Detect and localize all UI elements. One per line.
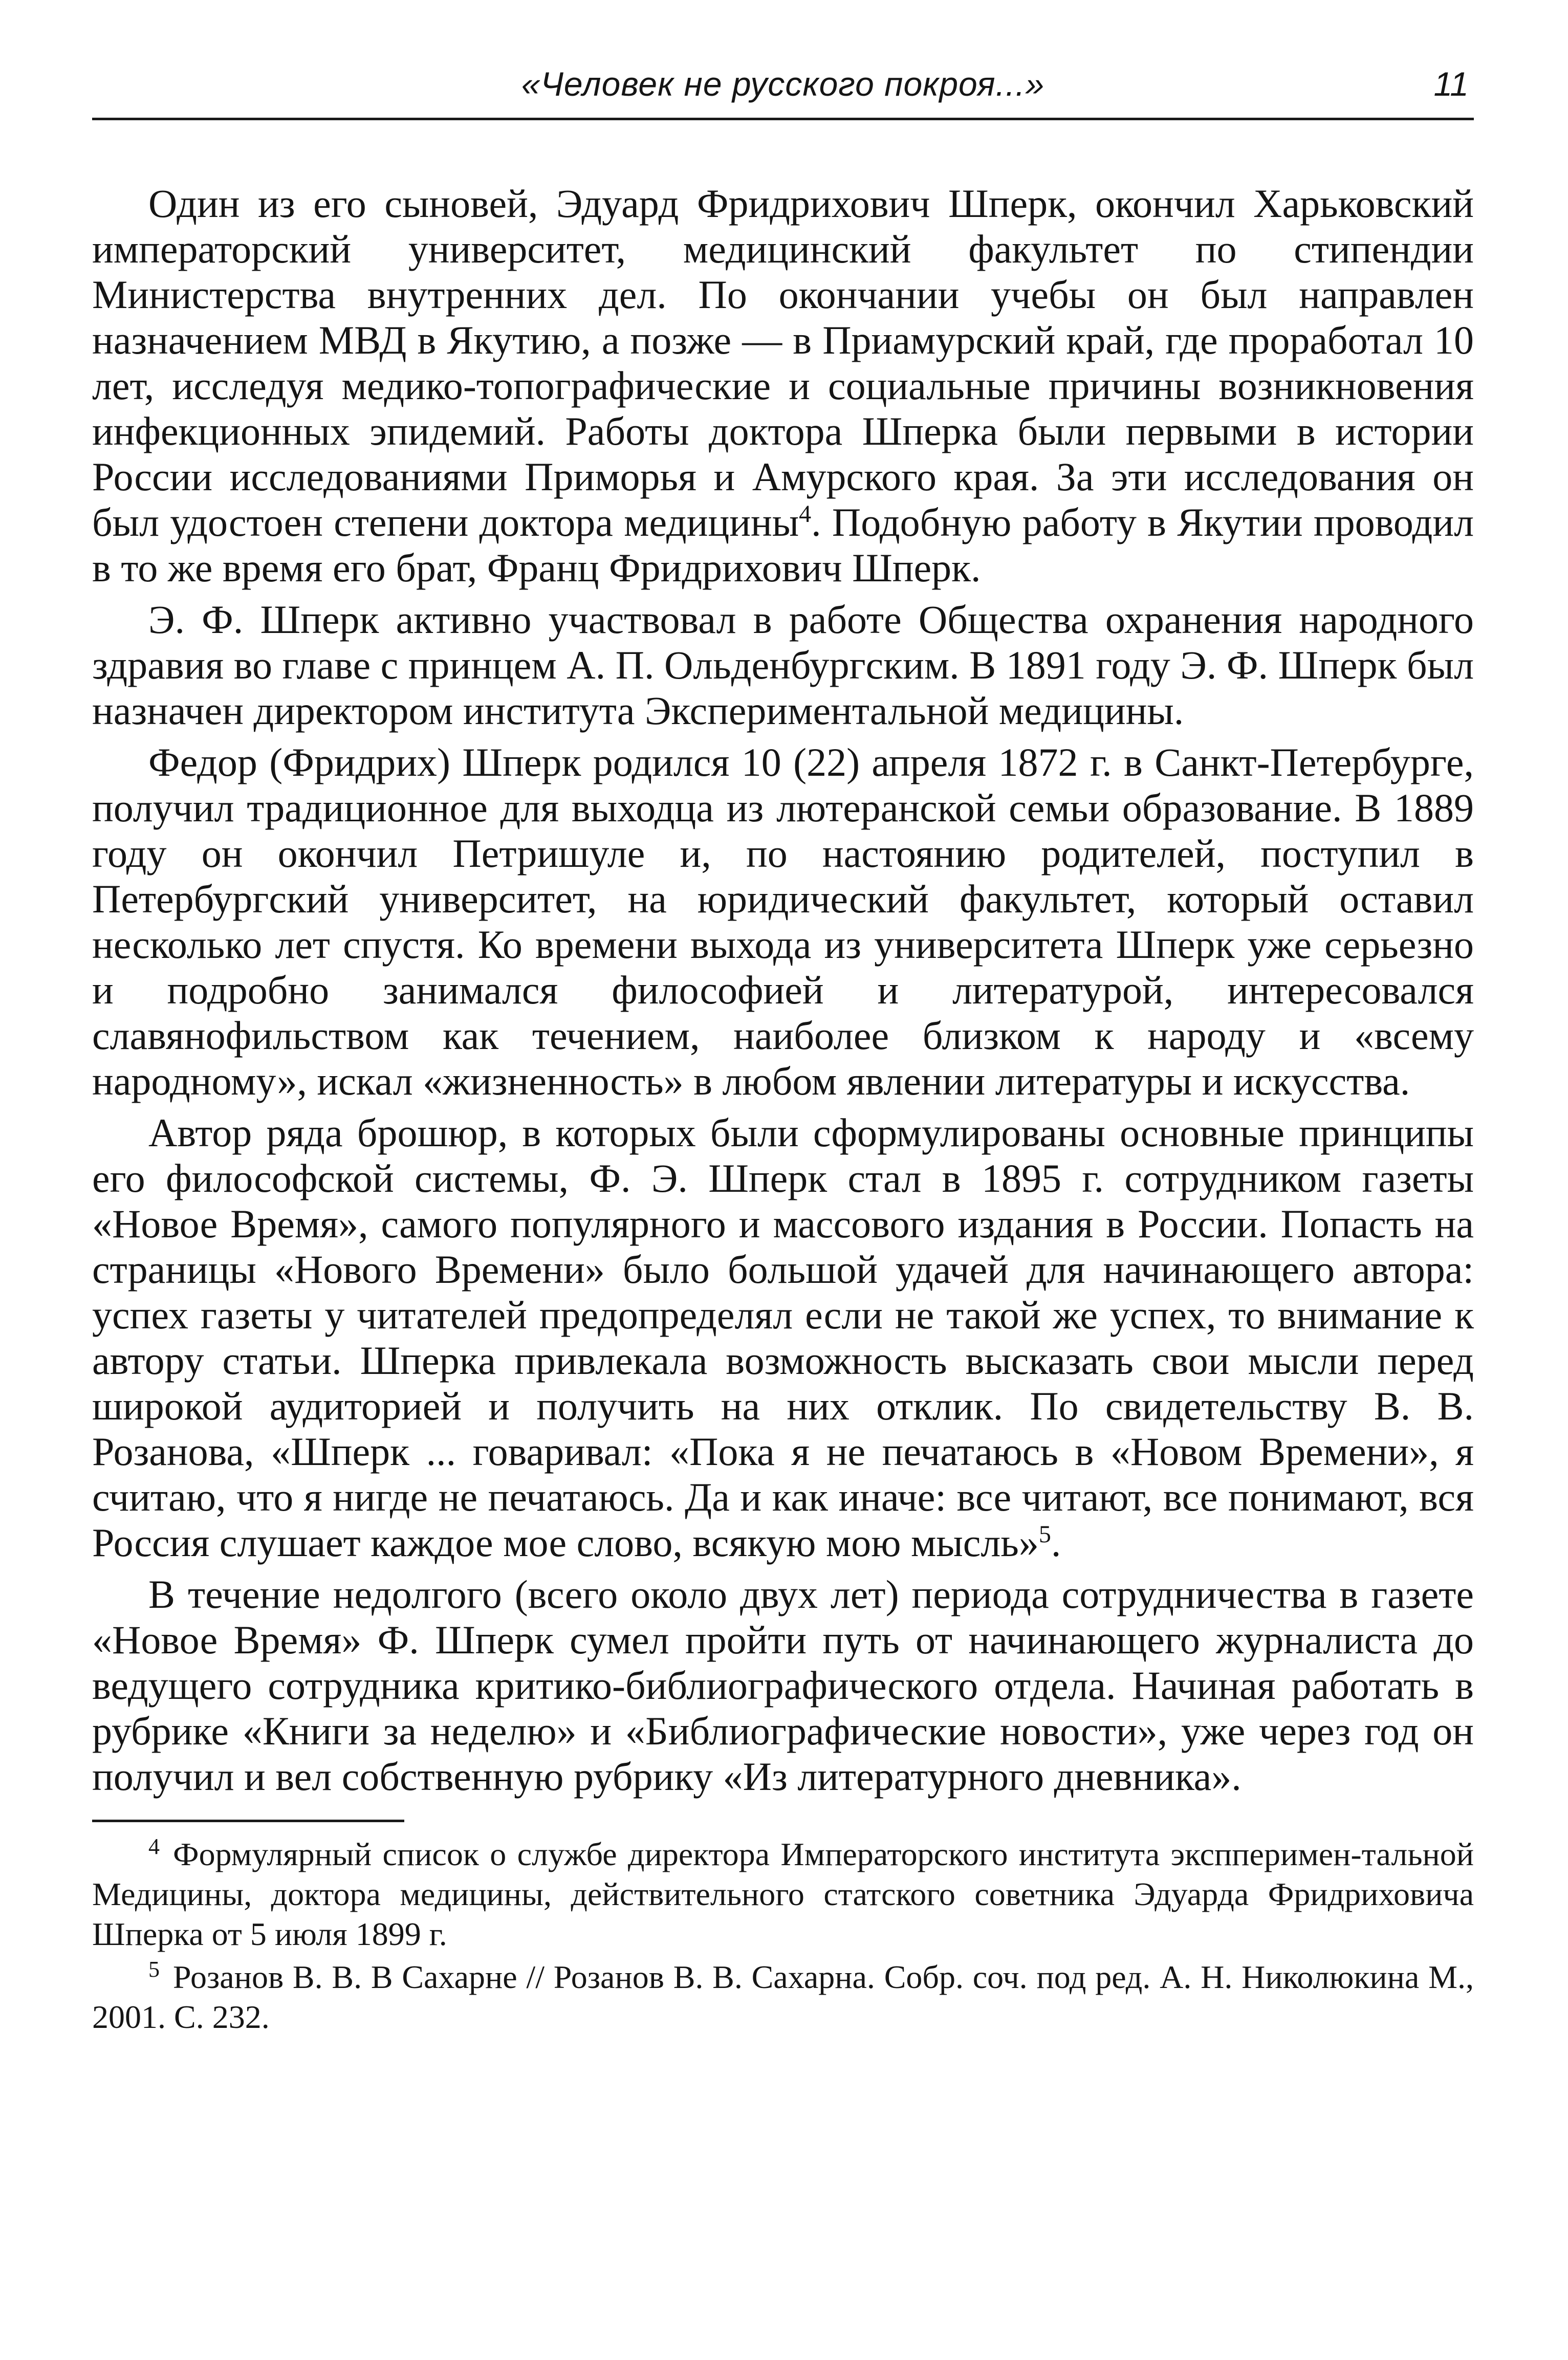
footnote-4-text: Формулярный список о службе директора Императорского института экспперимен-тальной Медицины, доктора медицины, действительного статского советника Эдуарда Фридриховича Шперка от 5 июля 1899 г. — [92, 1836, 1474, 1952]
footnote-ref-4[interactable]: 4 — [799, 500, 812, 528]
main-text — [92, 181, 1474, 1799]
footnote-5 — [92, 1957, 1474, 2037]
running-title: «Человек не русского покроя...» — [521, 65, 1045, 103]
paragraph-2: Э. Ф. Шперк активно участвовал в работе Общества охранения народного здравия во главе с принцем А. П. Ольденбургским. В 1891 году Э. Ф. Шперк был назначен директором института Экспериментальной медицины. — [92, 597, 1474, 733]
paragraph-3: Федор (Фридрих) Шперк родился 10 (22) апреля 1872 г. в Санкт-Петербурге, получил традиционное для выходца из лютеранской семьи образование. В 1889 году он окончил Петришуле и, по настоянию родителей, поступил в Петербургский университет, на юридический факультет, который оставил несколько лет спустя. Ко времени выхода из университета Шперк уже серьезно и подробно занимался философией и литературой, интересовался славянофильством как течением, наиболее близком к народу и «всему народному», искал «жизненность» в любом явлении литературы и искусства. — [92, 740, 1474, 1103]
paragraph-4-text-b: . — [1051, 1520, 1061, 1565]
footnote-5-mark: 5 — [148, 1956, 160, 1982]
paragraph-4-text-a: Автор ряда брошюр, в которых были сформулированы основные принципы его философской системы, Ф. Э. Шперк стал в 1895 г. сотрудником газеты «Новое Время», самого популярного и массового издания в России. Попасть на страницы «Нового Времени» было большой удачей для начинающего автора: успех газеты у читателей предопределял если не такой же успех, то внимание к автору статьи. Шперка привлекала возможность высказать свои мысли перед широкой аудиторией и получить на них отклик. По свидетельству В. В. Розанова, «Шперк ... говаривал: «Пока я не печатаюсь в «Новом Времени», я считаю, что я нигде не печатаюсь. Да и как иначе: все читают, все понимают, вся Россия слушает каждое мое слово, всякую мою мысль» — [92, 1110, 1474, 1565]
footnote-4 — [92, 1834, 1474, 1954]
running-header — [92, 61, 1474, 120]
paragraph-1-text-a: Один из его сыновей, Эдуард Фридрихович Шперк, окончил Харьковский императорский университет, медицинский факультет по стипендии Министерства внутренних дел. По окончании учебы он был направлен назначением МВД в Якутию, а позже — в Приамурский край, где проработал 10 лет, исследуя медико-топографические и социальные причины возникновения инфекционных эпидемий. Работы доктора Шперка были первыми в истории России исследованиями Приморья и Амурского края. За эти исследования он был удостоен степени доктора медицины — [92, 181, 1474, 544]
footnote-5-text: Розанов В. В. В Сахарне // Розанов В. В. Сахарна. Собр. соч. под ред. А. Н. Николюкина М., 2001. С. 232. — [92, 1959, 1474, 2035]
paragraph-4 — [92, 1110, 1474, 1565]
footnote-ref-5[interactable]: 5 — [1038, 1521, 1051, 1548]
paragraph-1 — [92, 181, 1474, 591]
paragraph-5: В течение недолгого (всего около двух лет) периода сотрудничества в газете «Новое Время» Ф. Шперк сумел пройти путь от начинающего журналиста до ведущего сотрудника критико-библиографического отдела. Начиная работать в рубрике «Книги за неделю» и «Библиографические новости», уже через год он получил и вел собственную рубрику «Из литературного дневника». — [92, 1572, 1474, 1799]
footnote-separator — [92, 1820, 404, 1822]
footnote-4-mark: 4 — [148, 1833, 160, 1859]
paragraph-1-text-b: . Подобную работу в Якутии проводил в то же время его брат, Франц Фридрихович Шперк. — [92, 500, 1474, 590]
page-number: 11 — [1433, 65, 1469, 103]
book-page — [92, 61, 1474, 2313]
footnotes — [92, 1834, 1474, 2037]
